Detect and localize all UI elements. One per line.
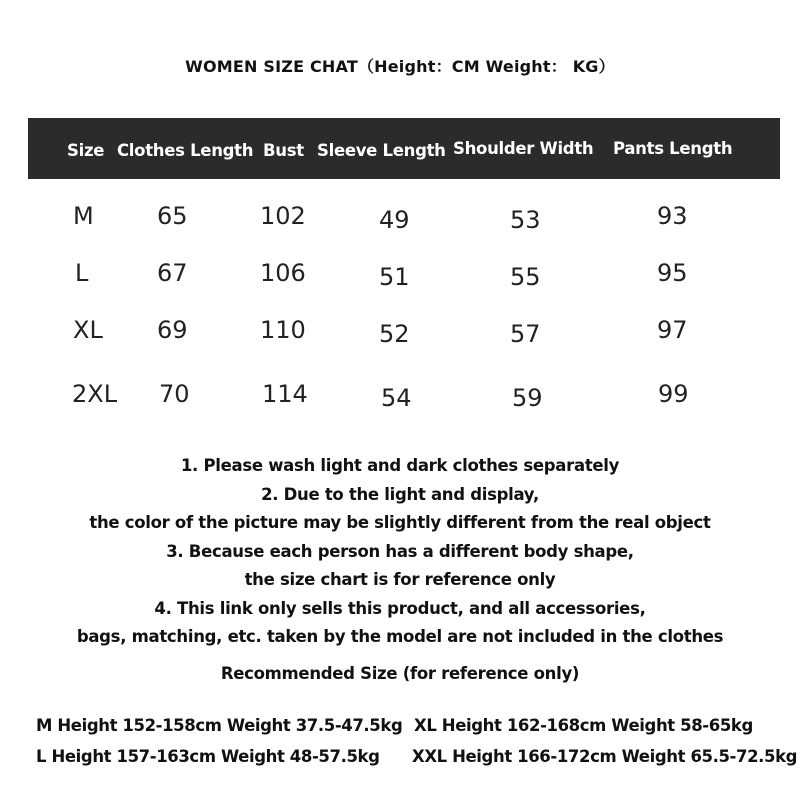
table-row: [0, 380, 800, 420]
sleeve-length-cell: 49: [379, 206, 410, 234]
recommended-size-title: Recommended Size (for reference only): [220, 664, 580, 683]
header-clothes-length: Clothes Length: [117, 141, 254, 160]
note-line: 3. Because each person has a different body shape,: [166, 541, 634, 561]
sleeve-length-cell: 52: [379, 320, 410, 348]
recommended-size-item: XL Height 162-168cm Weight 58-65kg: [414, 716, 753, 735]
clothes-length-cell: 67: [157, 259, 188, 287]
pants-length-cell: 93: [657, 202, 688, 230]
bust-cell: 110: [260, 316, 306, 344]
bust-cell: 114: [262, 380, 308, 408]
clothes-length-cell: 65: [157, 202, 188, 230]
shoulder-width-cell: 55: [510, 263, 541, 291]
clothes-length-cell: 69: [157, 316, 188, 344]
shoulder-width-cell: 57: [510, 320, 541, 348]
care-notes: [0, 452, 800, 652]
header-bust: Bust: [263, 141, 304, 160]
size-cell: L: [75, 259, 89, 287]
sleeve-length-cell: 54: [381, 384, 412, 412]
table-header: [28, 118, 780, 179]
shoulder-width-cell: 53: [510, 206, 541, 234]
note-line: bags, matching, etc. taken by the model are not included in the clothes: [76, 627, 724, 646]
table-row: [0, 202, 800, 242]
note-line: the color of the picture may be slightly different from the real object: [89, 513, 711, 532]
note-line: the size chart is for reference only: [244, 570, 556, 589]
bust-cell: 102: [260, 202, 306, 230]
size-cell: M: [73, 202, 94, 230]
header-pants-length: Pants Length: [613, 139, 733, 158]
pants-length-cell: 95: [657, 259, 688, 287]
note-line: 1. Please wash light and dark clothes separately: [180, 456, 620, 475]
table-row: [0, 259, 800, 299]
clothes-length-cell: 70: [159, 380, 190, 408]
note-line: 4. This link only sells this product, and all accessories,: [154, 598, 646, 618]
note-line: 2. Due to the light and display,: [261, 484, 539, 504]
recommended-size-item: XXL Height 166-172cm Weight 65.5-72.5kg: [412, 747, 798, 766]
recommended-size-item: L Height 157-163cm Weight 48-57.5kg: [36, 747, 380, 766]
pants-length-cell: 99: [658, 380, 689, 408]
table-row: [0, 316, 800, 356]
pants-length-cell: 97: [657, 316, 688, 344]
page-title: WOMEN SIZE CHAT（Height：CM Weight： KG）: [185, 57, 615, 76]
bust-cell: 106: [260, 259, 306, 287]
header-sleeve-length: Sleeve Length: [317, 141, 446, 160]
shoulder-width-cell: 59: [512, 384, 543, 412]
header-shoulder-width: Shoulder Width: [453, 139, 594, 158]
sleeve-length-cell: 51: [379, 263, 410, 291]
header-size: Size: [67, 141, 105, 160]
size-cell: 2XL: [72, 380, 118, 408]
size-cell: XL: [73, 316, 103, 344]
recommended-size-item: M Height 152-158cm Weight 37.5-47.5kg: [36, 716, 403, 735]
